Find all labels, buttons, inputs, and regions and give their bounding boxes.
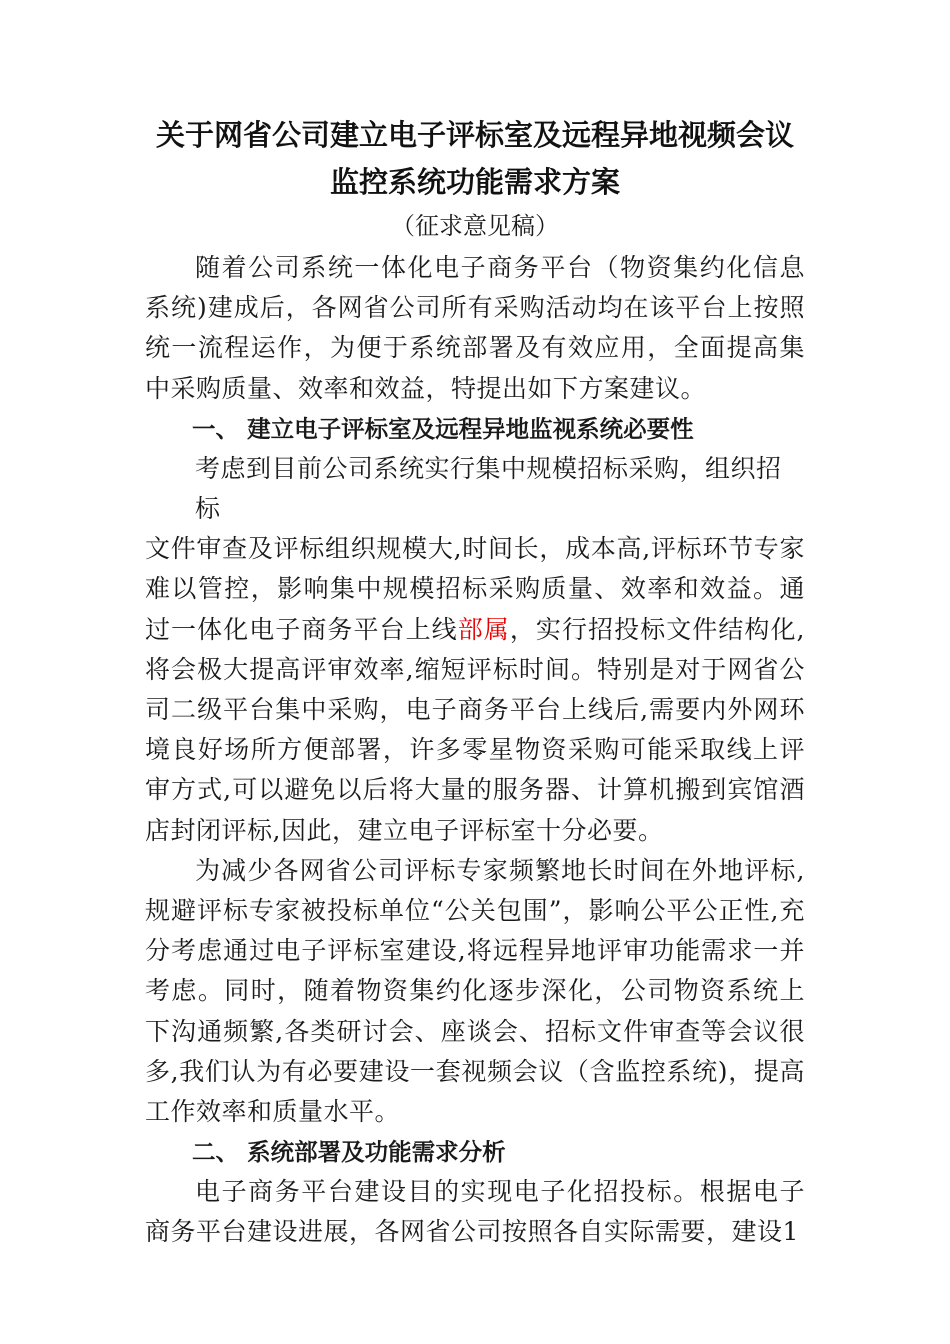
highlighted-word: 部属 <box>457 614 510 644</box>
section-1-paragraph-1-line-2: 标 <box>195 494 221 524</box>
section-1-heading: 一、 建立电子评标室及远程异地监视系统必要性 <box>192 414 694 443</box>
document-title-line-1: 关于网省公司建立电子评标室及远程异地视频会议 <box>155 118 794 152</box>
section-1-paragraph-2: 为减少各网省公司评标专家频繁地长时间在外地评标,规避评标专家被投标单位“公关包围”，影响公平公正性,充分考虑通过电子评标室建设,将远程异地评审功能需求一并考虑。同时，随着物资集约化逐步深化，公司物资系统上下沟通频繁,各类研讨会、座谈会、招标文件审查等会议很多,我们认为有必要建设一套视频会议（含监控系统)，提高工作效率和质量水平。 <box>145 855 805 1127</box>
section-1-paragraph-1-line-1: 考虑到目前公司系统实行集中规模招标采购，组织招 <box>195 453 782 483</box>
intro-paragraph: 随着公司系统一体化电子商务平台（物资集约化信息系统)建成后，各网省公司所有采购活动均在该平台上按照统一流程运作，为便于系统部署及有效应用，全面提高集中采购质量、效率和效益，特提出如下方案建议。 <box>145 253 805 403</box>
document-body <box>145 112 805 1253</box>
section-1-paragraph-1-text-a: 文件审查及评标组织规模大,时间长，成本高,评标环节专家难以管控，影响集中规模招标采购质量、效率和效益。通过一体化电子商务平台上线 <box>145 534 805 644</box>
section-1-paragraph-1-text-b: ，实行招投标文件结构化,将会极大提高评审效率,缩短评标时间。特别是对于网省公司二级平台集中采购，电子商务平台上线后,需要内外网环境良好场所方便部署，许多零星物资采购可能采取线上评审方式,可以避免以后将大量的服务器、计算机搬到宾馆酒店封闭评标,因此，建立电子评标室十分必要。 <box>145 614 805 845</box>
section-2-heading: 二、 系统部署及功能需求分析 <box>192 1138 506 1167</box>
section-1-paragraph-1-body <box>145 529 805 851</box>
document-title-line-2: 监控系统功能需求方案 <box>329 165 620 199</box>
section-2-paragraph-1: 电子商务平台建设目的实现电子化招投标。根据电子商务平台建设进展，各网省公司按照各自实际需要，建设1 <box>145 1177 805 1247</box>
document-subtitle: （征求意见稿） <box>391 212 559 240</box>
